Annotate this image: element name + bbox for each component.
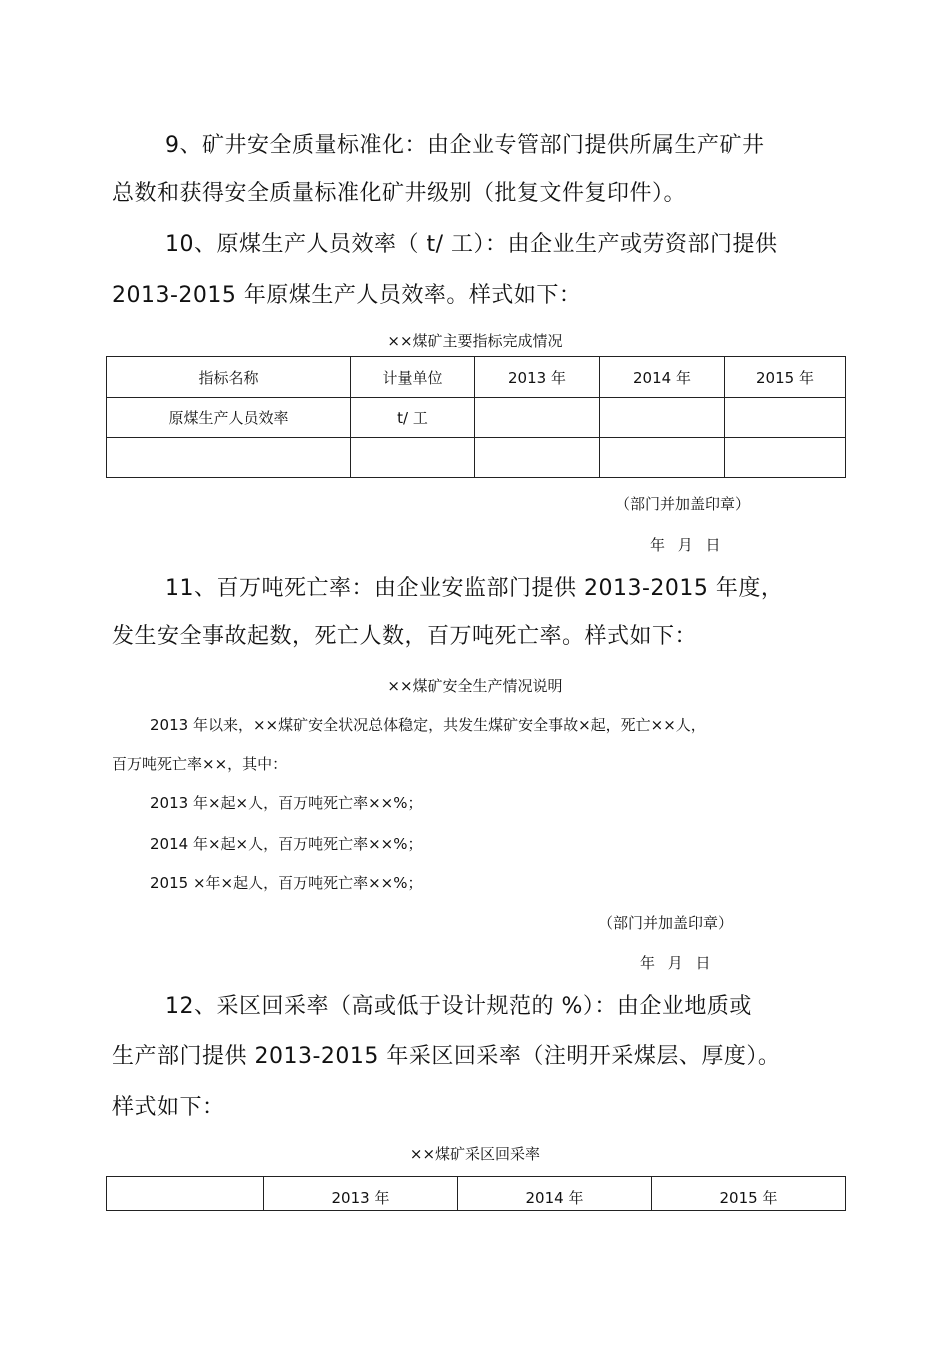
section11-line2: 发生安全事故起数，死亡人数，百万吨死亡率。样式如下： (112, 624, 698, 649)
table-header-cell: 2013 年 (264, 1177, 458, 1211)
section10-stamp-note: （部门并加盖印章） (615, 495, 751, 513)
section11-line1: 11、百万吨死亡率：由企业安监部门提供 2013-2015 年度， (165, 576, 784, 601)
section10-date: 年 月 日 (650, 536, 721, 554)
table-header-cell: 2015 年 (725, 357, 846, 398)
table-cell (351, 438, 475, 478)
section11-item1: 2013 年×起×人，百万吨死亡率××%； (150, 794, 423, 812)
table-cell: 原煤生产人员效率 (107, 398, 351, 438)
section12-line1: 12、采区回采率（高或低于设计规范的 %）：由企业地质或 (165, 994, 752, 1019)
table-cell (475, 398, 600, 438)
section10-line2: 2013-2015 年原煤生产人员效率。样式如下： (112, 283, 582, 308)
section12-line3: 样式如下： (112, 1095, 225, 1120)
section11-body1: 2013 年以来，××煤矿安全状况总体稳定，共发生煤矿安全事故×起，死亡××人， (150, 716, 706, 734)
efficiency-table (106, 356, 846, 478)
section9-line2: 总数和获得安全质量标准化矿井级别（批复文件复印件）。 (112, 181, 687, 206)
section9-line1: 9、矿井安全质量标准化：由企业专管部门提供所属生产矿井 (165, 133, 765, 158)
section11-date: 年 月 日 (640, 954, 711, 972)
section12-line2: 生产部门提供 2013-2015 年采区回采率（注明开采煤层、厚度）。 (112, 1044, 781, 1069)
table-header-row (107, 357, 846, 398)
table-cell (600, 398, 725, 438)
section10-table-title: ××煤矿主要指标完成情况 (387, 332, 563, 350)
section11-item2: 2014 年×起×人，百万吨死亡率××%； (150, 835, 423, 853)
table-cell: t/ 工 (351, 398, 475, 438)
table-cell (600, 438, 725, 478)
table-cell (107, 438, 351, 478)
table-cell (725, 438, 846, 478)
table-header-cell: 2013 年 (475, 357, 600, 398)
table-header-row (107, 1177, 846, 1211)
table-header-cell (107, 1177, 264, 1211)
table-header-cell: 2014 年 (458, 1177, 652, 1211)
table-header-cell: 2015 年 (652, 1177, 846, 1211)
section11-body2: 百万吨死亡率××，其中： (112, 755, 288, 773)
table-header-cell: 2014 年 (600, 357, 725, 398)
table-cell (725, 398, 846, 438)
table-header-cell: 指标名称 (107, 357, 351, 398)
section12-table-title: ××煤矿采区回采率 (409, 1145, 541, 1163)
section10-line1: 10、原煤生产人员效率（ t/ 工）：由企业生产或劳资部门提供 (165, 232, 778, 257)
table-header-cell: 计量单位 (351, 357, 475, 398)
section11-doc-title: ××煤矿安全生产情况说明 (387, 677, 563, 695)
table-row (107, 438, 846, 478)
table-cell (475, 438, 600, 478)
recovery-rate-table (106, 1176, 846, 1211)
table-row (107, 398, 846, 438)
section11-stamp-note: （部门并加盖印章） (598, 914, 734, 932)
section11-item3: 2015 ×年×起人，百万吨死亡率××%； (150, 874, 423, 892)
